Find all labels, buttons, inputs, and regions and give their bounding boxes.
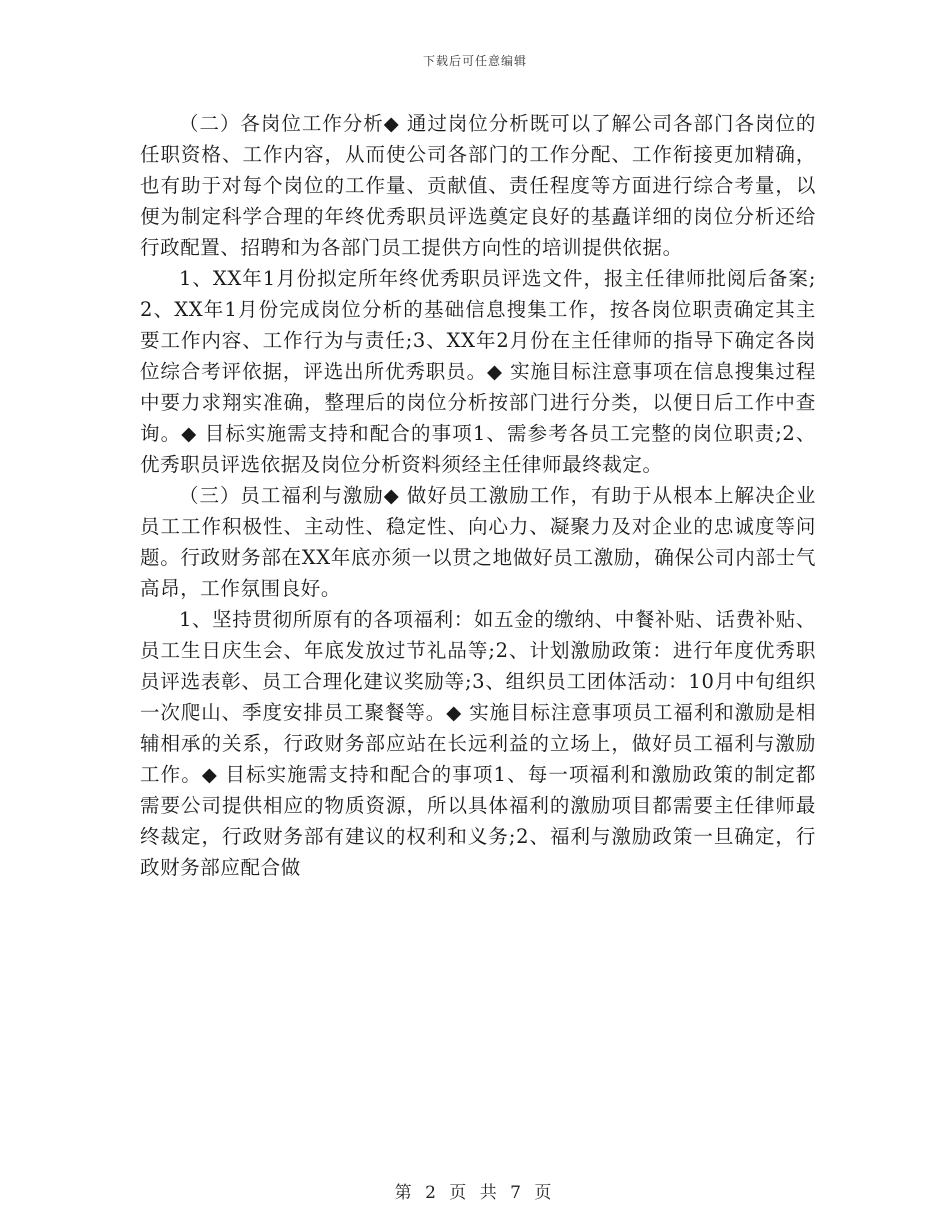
page-number: 第 2 页 共 7 页 [394,1183,556,1203]
page-header: 下载后可任意编辑 [422,54,527,68]
paragraph-welfare-measures: 1、坚持贯彻所原有的各项福利：如五金的缴纳、中餐补贴、话费补贴、员工生日庆生会、年底发放过节礼品等;2、计划激励政策：进行年度优秀职员评选表彰、员工合理化建议奖励等;3、组织员工团体活动：10月中旬组织一次爬山、季度安排员工聚餐等。◆ 实施目标注意事项员工福利和激励是相辅相承的关系，行政财务部应站在长远利益的立场上，做好员工福利与激励工作。◆ 目标实施需支持和配合的事项1、每一项福利和激励政策的制定都需要公司提供相应的物质资源，所以具体福利的激励项目都需要主任律师最终裁定，行政财务部有建议的权利和义务;2、福利与激励政策一旦确定，行政财务部应配合做 [140,608,816,879]
document-body [140,108,816,883]
paragraph-job-analysis-schedule: 1、XX年1月份拟定所年终优秀职员评选文件，报主任律师批阅后备案;2、XX年1月份完成岗位分析的基础信息搜集工作，按各岗位职责确定其主要工作内容、工作行为与责任;3、XX年2月份在主任律师的指导下确定各岗位综合考评依据，评选出所优秀职员。◆ 实施目标注意事项在信息搜集过程中要力求翔实准确，整理后的岗位分析按部门进行分类，以便日后工作中查询。◆ 目标实施需支持和配合的事项1、需参考各员工完整的岗位职责;2、优秀职员评选依据及岗位分析资料须经主任律师最终裁定。 [140,267,816,476]
paragraph-welfare-incentive: （三）员工福利与激励◆ 做好员工激励工作，有助于从根本上解决企业员工工作积极性、主动性、稳定性、向心力、凝聚力及对企业的忠诚度等问题。行政财务部在XX年底亦须一以贯之地做好员工激励，确保公司内部士气高昂，工作氛围良好。 [140,484,816,600]
paragraph-job-analysis: （二）各岗位工作分析◆ 通过岗位分析既可以了解公司各部门各岗位的任职资格、工作内容，从而使公司各部门的工作分配、工作衔接更加精确，也有助于对每个岗位的工作量、贡献值、责任程度等方面进行综合考量，以便为制定科学合理的年终优秀职员评选奠定良好的基矗详细的岗位分析还给行政配置、招聘和为各部门员工提供方向性的培训提供依据。 [140,112,816,259]
